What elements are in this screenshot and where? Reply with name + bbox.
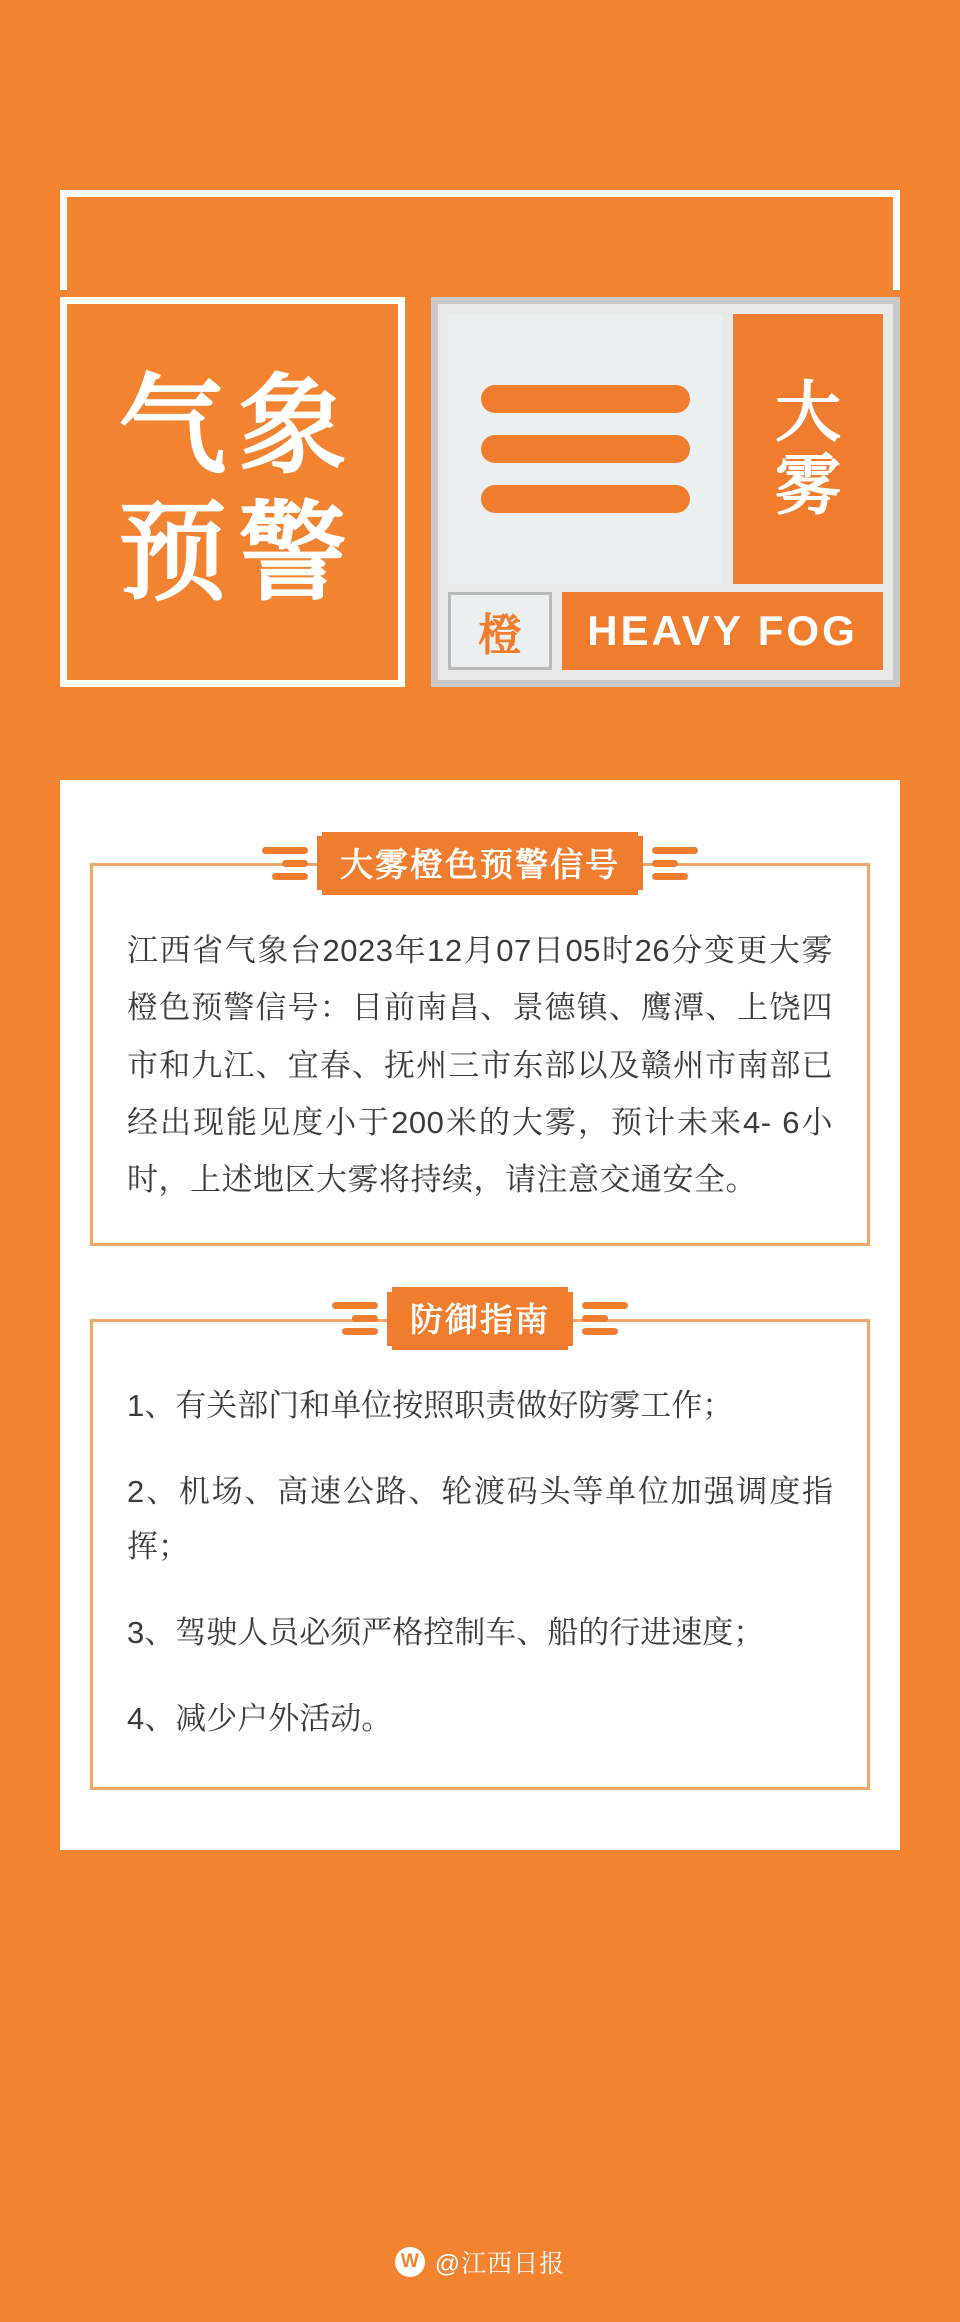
fog-label-chinese bbox=[733, 314, 883, 584]
guide-item-3: 3、驾驶人员必须严格控制车、船的行进速度； bbox=[127, 1615, 765, 1651]
content-card bbox=[60, 780, 900, 1850]
guide-section bbox=[90, 1292, 870, 1790]
level-badge: 橙 bbox=[448, 592, 552, 670]
warning-section-heading bbox=[90, 836, 870, 890]
poster-title bbox=[60, 297, 405, 687]
guide-section-heading bbox=[90, 1292, 870, 1346]
guide-section-body bbox=[90, 1319, 870, 1790]
bar-2 bbox=[481, 435, 690, 463]
warning-section-heading-text: 大雾橙色预警信号 bbox=[322, 832, 638, 895]
warning-section-body bbox=[90, 863, 870, 1246]
three-horizontal-bars-icon bbox=[448, 314, 723, 584]
ribbon-dashes-left bbox=[262, 847, 308, 880]
english-label: HEAVY FOG bbox=[562, 592, 883, 670]
warning-sign-bottom bbox=[448, 592, 883, 670]
header-banner bbox=[60, 190, 900, 660]
warning-section bbox=[90, 836, 870, 1246]
ribbon-dashes-right bbox=[652, 847, 698, 880]
footer-account: @江西日报 bbox=[434, 2250, 566, 2278]
warning-body-text: 江西省气象台2023年12月07日05时26分变更大雾橙色预警信号：目前南昌、景德镇、鹰潭、上饶四市和九江、宜春、抚州三市东部以及赣州市南部已经出现能见度小于200米的大雾，预计未来4- 6小时，上述地区大雾将持续，请注意交通安全。 bbox=[127, 933, 833, 1198]
warning-sign-card bbox=[431, 297, 900, 687]
weibo-icon: W bbox=[395, 2247, 425, 2277]
warning-sign-top bbox=[448, 314, 883, 584]
bar-3 bbox=[481, 485, 690, 513]
fog-char-2: 雾 bbox=[775, 448, 841, 522]
fog-char-1: 大 bbox=[775, 374, 841, 449]
header-banner-content bbox=[60, 297, 900, 687]
guide-section-heading-text: 防御指南 bbox=[392, 1287, 568, 1350]
poster-title-line-2: 预警 bbox=[118, 492, 359, 613]
footer bbox=[0, 2244, 960, 2280]
guide-ribbon-dashes-right bbox=[582, 1302, 628, 1335]
guide-item-4: 4、减少户外活动。 bbox=[127, 1700, 393, 1736]
guide-ribbon-dashes-left bbox=[332, 1302, 378, 1335]
poster-title-line-1: 气象 bbox=[118, 364, 359, 486]
bar-1 bbox=[481, 385, 690, 413]
guide-item-1: 1、有关部门和单位按照职责做好防雾工作； bbox=[127, 1387, 734, 1423]
guide-item-2: 2、机场、高速公路、轮渡码头等单位加强调度指挥； bbox=[127, 1473, 833, 1565]
